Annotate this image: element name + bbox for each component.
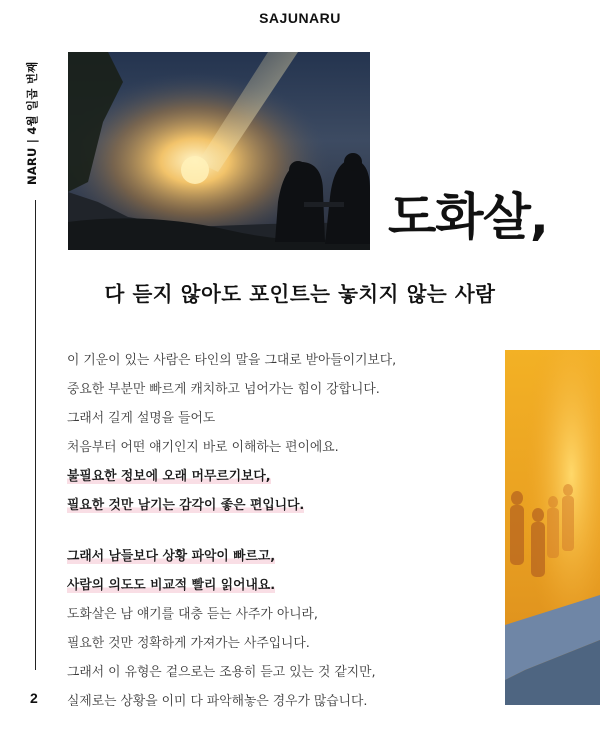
body-line: 필요한 것만 정확하게 가져가는 사주입니다. xyxy=(67,636,310,651)
body-line: 처음부터 어떤 얘기인지 바로 이해하는 편이에요. xyxy=(67,440,339,455)
highlight-line xyxy=(67,542,497,571)
body-line: 도화살은 남 얘기를 대충 듣는 사주가 아니라, xyxy=(67,607,318,622)
hero-image xyxy=(68,52,370,250)
body-text xyxy=(67,346,497,716)
side-image xyxy=(505,350,600,705)
highlight-line xyxy=(67,491,497,520)
highlight-line xyxy=(67,571,497,600)
body-line: 그래서 길게 설명을 들어도 xyxy=(67,411,216,426)
highlight-text: 그래서 남들보다 상황 파악이 빠르고, xyxy=(67,549,276,564)
highlight-text: 사람의 의도도 비교적 빨리 읽어내요. xyxy=(67,578,276,593)
highlight-text: 필요한 것만 남기는 감각이 좋은 편입니다. xyxy=(67,498,305,513)
side-divider xyxy=(35,200,36,670)
body-line: 그래서 이 유형은 겉으로는 조용히 듣고 있는 것 같지만, xyxy=(67,665,376,680)
body-line: 중요한 부분만 빠르게 캐치하고 넘어가는 힘이 강합니다. xyxy=(67,382,380,397)
subtitle: 다 듣지 않아도 포인트는 놓치지 않는 사람 xyxy=(104,282,496,306)
body-line: 이 기운이 있는 사람은 타인의 말을 그대로 받아들이기보다, xyxy=(67,353,397,368)
body-line: 실제로는 상황을 이미 다 파악해놓은 경우가 많습니다. xyxy=(67,694,368,709)
issue-label-text: NARU | 4월 일곱 번째 xyxy=(25,61,39,185)
highlight-text: 불필요한 정보에 오래 머무르기보다, xyxy=(67,469,271,484)
page-number: 2 xyxy=(30,690,38,706)
main-title: 도화살, xyxy=(388,188,548,246)
highlight-line xyxy=(67,462,497,491)
paragraph-gap xyxy=(67,520,497,542)
brand-title: SAJUNARU xyxy=(259,10,341,26)
